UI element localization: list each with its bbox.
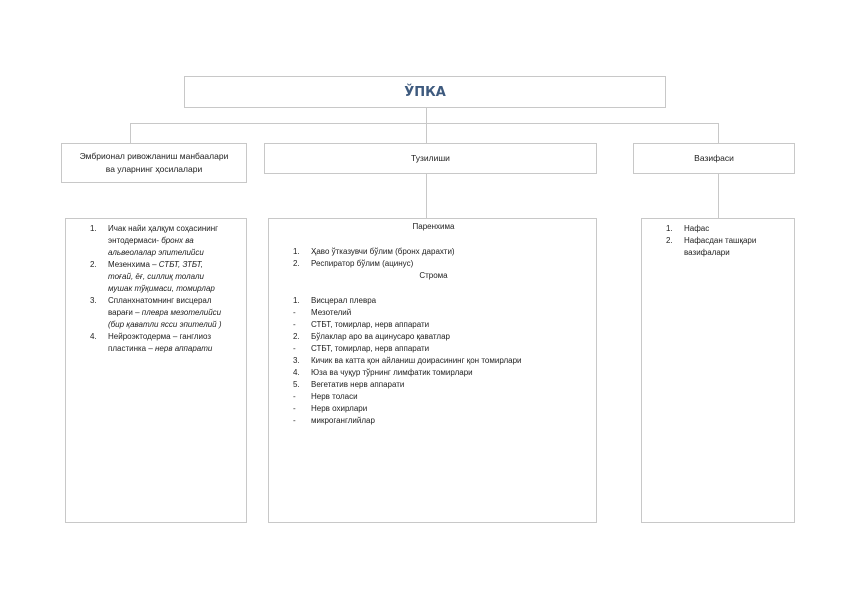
list-number: 2.: [293, 259, 300, 268]
connector-function-to-content: [718, 174, 719, 218]
stroma-list-item: [293, 367, 593, 379]
list-text: СТБТ, томирлар, нерв аппарати: [311, 320, 430, 329]
list-text: СТБТ, томирлар, нерв аппарати: [311, 344, 430, 353]
connector-title-down: [426, 108, 427, 124]
list-number: -: [293, 416, 296, 425]
stroma-list: [293, 295, 593, 427]
stroma-list-item: [293, 307, 593, 319]
stroma-list-item: [293, 403, 593, 415]
text-segment: СТБТ, ЗТБТ,: [158, 260, 203, 269]
list-text: Ҳаво ўтказувчи бўлим (бронх дарахти): [311, 247, 455, 256]
stroma-list-item: [293, 391, 593, 403]
parenchyma-list-item: [293, 258, 583, 270]
stroma-list-item: [293, 379, 593, 391]
header-function-label: Вазифаси: [694, 153, 734, 163]
list-text: Висцерал плевра: [311, 296, 377, 305]
header-origin-label: Эмбрионал ривожланиш манбаалари ва уларнинг ҳосилалари: [79, 151, 229, 174]
origin-list-item: [90, 223, 240, 259]
connector-to-structure: [426, 123, 427, 143]
text-segment: бронх ва: [161, 236, 194, 245]
function-list-item: [666, 235, 786, 259]
title-box: [184, 76, 666, 108]
stroma-list-item: [293, 355, 593, 367]
diagram-title: ЎПКА: [404, 84, 446, 100]
text-segment: пластинка –: [108, 344, 156, 353]
text-segment: Мезенхима –: [108, 260, 159, 269]
origin-list-item: [90, 331, 240, 355]
text-segment: варағи –: [108, 308, 142, 317]
list-number: 3.: [293, 356, 300, 365]
list-number: 2.: [293, 332, 300, 341]
list-text: Нерв охирлари: [311, 404, 368, 413]
function-list-item: [666, 223, 786, 235]
list-number: 4.: [293, 368, 300, 377]
list-text: Юза ва чуқур тўрнинг лимфатик томирлари: [311, 368, 473, 377]
structure-content-box: [268, 218, 597, 523]
connector-horizontal: [130, 123, 719, 124]
stroma-list-item: [293, 415, 593, 427]
parenchyma-list-item: [293, 246, 583, 258]
stroma-list-item: [293, 295, 593, 307]
list-number: 4.: [90, 332, 97, 341]
text-segment: мушак тўқимаси, томирлар: [108, 284, 215, 293]
connector-to-origin: [130, 123, 131, 143]
text-segment: тоғай, ёғ, силлиқ толали: [108, 272, 204, 281]
list-text: [108, 259, 215, 295]
list-number: 1.: [90, 224, 97, 233]
function-content-box: [641, 218, 795, 523]
text-segment: (бир қаватли ясси эпителий ): [108, 320, 222, 329]
origin-list-item: [90, 295, 240, 331]
list-text: Бўлаклар аро ва ацинусаро қаватлар: [311, 332, 450, 341]
stroma-list-item: [293, 319, 593, 331]
text-segment: плевра мезотелийси: [141, 308, 222, 317]
list-text: Нафасдан ташқари вазифалари: [684, 236, 757, 257]
origin-list-item: [90, 259, 240, 295]
text-segment: альвеолалар эпителийси: [108, 248, 204, 257]
list-text: [108, 295, 222, 331]
list-text: [108, 331, 212, 355]
list-number: -: [293, 308, 296, 317]
stroma-list-item: [293, 343, 593, 355]
connector-structure-to-content: [426, 174, 427, 218]
header-structure: [264, 143, 597, 174]
text-segment: Ичак найи ҳалқум соҳасининг: [108, 224, 219, 233]
list-text: Вегетатив нерв аппарати: [311, 380, 405, 389]
list-text: микроганглийлар: [311, 416, 375, 425]
list-text: Нафас: [684, 224, 710, 233]
list-text: Кичик ва катта қон айланиш доирасининг қон томирлари: [311, 356, 522, 365]
list-text: Респиратор бўлим (ацинус): [311, 259, 414, 268]
text-segment: нерв аппарати: [155, 344, 213, 353]
origin-content-box: [65, 218, 247, 523]
list-number: -: [293, 392, 296, 401]
list-text: [108, 223, 218, 259]
parenchyma-title: Паренхима: [412, 222, 455, 231]
list-text: Мезотелий: [311, 308, 352, 317]
parenchyma-list: [293, 246, 583, 270]
function-list: [666, 223, 786, 259]
stroma-title: Строма: [419, 271, 448, 280]
list-number: -: [293, 344, 296, 353]
text-segment: Нейроэктодерма – ганглиоз: [108, 332, 212, 341]
list-number: 2.: [90, 260, 97, 269]
origin-list: [90, 223, 240, 355]
text-segment: Спланхнатомнинг висцерал: [108, 296, 212, 305]
header-structure-label: Тузилиши: [411, 153, 450, 163]
connector-to-function: [718, 123, 719, 143]
list-number: 1.: [293, 247, 300, 256]
list-text: Нерв толаси: [311, 392, 358, 401]
list-number: 1.: [293, 296, 300, 305]
text-segment: энтодермаси-: [108, 236, 162, 245]
list-number: 5.: [293, 380, 300, 389]
list-number: 1.: [666, 224, 673, 233]
list-number: 2.: [666, 236, 673, 245]
list-number: -: [293, 404, 296, 413]
stroma-list-item: [293, 331, 593, 343]
header-origin: [61, 143, 247, 183]
list-number: -: [293, 320, 296, 329]
list-number: 3.: [90, 296, 97, 305]
header-function: [633, 143, 795, 174]
